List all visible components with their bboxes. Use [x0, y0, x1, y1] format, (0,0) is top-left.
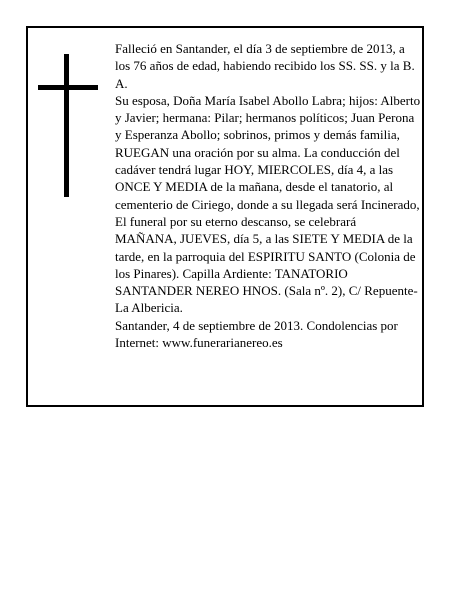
death-announcement: Falleció en Santander, el día 3 de septiembre de 2013, a los 76 años de edad, habiendo recibido los SS. SS. y la B. A. — [115, 41, 415, 91]
cross-horizontal-bar — [38, 85, 98, 90]
funeral-details: RUEGAN una oración por su alma. La conducción del cadáver tendrá lugar HOY, MIERCOLES, día 4, a las ONCE Y MEDIA de la mañana, desde el tanatorio, al cementerio de Ciriego, donde a su llegada será Incinerado, El funeral por su eterno descanso, se celebrará MAÑANA, JUEVES, día 5, a las SIETE Y MEDIA de la tarde, en la parroquia del ESPIRITU SANTO (Colonia de los Pinares). Capilla Ardiente: TANATORIO SANTANDER NEREO HNOS. (Sala nº. 2), C/ Repuente-La Albericia. — [115, 144, 420, 316]
obituary-text — [115, 40, 421, 351]
cross-vertical-bar — [64, 54, 69, 197]
closing-line: Santander, 4 de septiembre de 2013. Condolencias por Internet: www.funerarianereo.es — [115, 317, 398, 351]
latin-cross-icon — [38, 54, 98, 197]
family-list: Su esposa, Doña María Isabel Abollo Labra; hijos: Alberto y Javier; hermana: Pilar; hermanos políticos; Juan Perona y Esperanza Abollo; sobrinos, primos y demás familia, — [115, 92, 421, 143]
